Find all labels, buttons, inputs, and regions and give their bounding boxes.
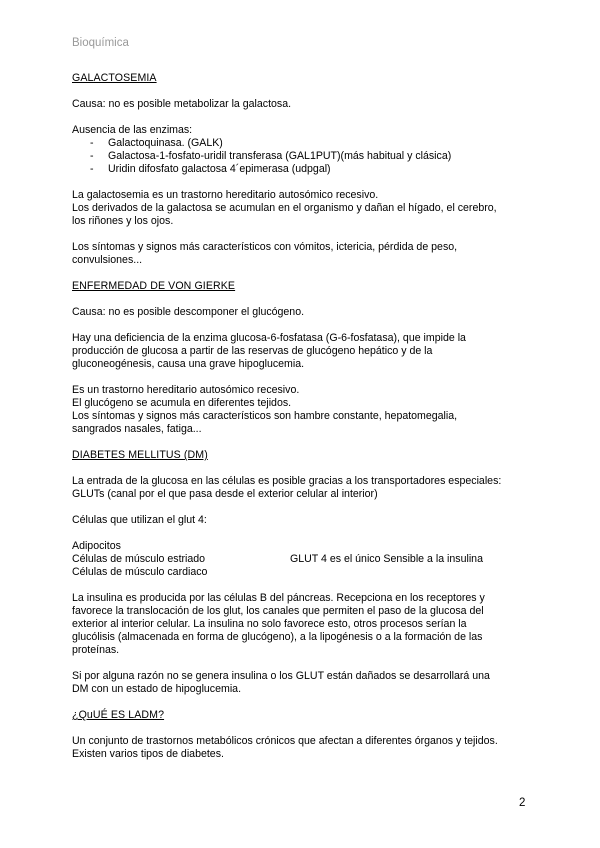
section-heading-von-gierke: ENFERMEDAD DE VON GIERKE xyxy=(72,280,236,292)
page-number: 2 xyxy=(519,797,526,809)
running-header: Bioquímica xyxy=(72,37,129,49)
galactosemia-enzymes xyxy=(72,124,530,176)
text-line: La insulina es producida por las células B del páncreas. Recepciona en los receptores y xyxy=(72,592,485,604)
von-gierke-cause: Causa: no es posible descomponer el glucógeno. xyxy=(72,306,305,318)
text-line: DM con un estado de hipoglucemia. xyxy=(72,683,242,695)
enzymes-intro: Ausencia de las enzimas: xyxy=(72,124,193,136)
text-line: La galactosemia es un trastorno hereditario autosómico recesivo. xyxy=(72,189,379,201)
galactosemia-symptoms xyxy=(72,241,530,267)
cell-type: Células de músculo estriado xyxy=(72,553,206,565)
von-gierke-deficiency xyxy=(72,332,530,371)
text-line: Existen varios tipos de diabetes. xyxy=(72,748,224,760)
glut4-note: GLUT 4 es el único Sensible a la insulina xyxy=(290,553,483,565)
text-line: Un conjunto de trastornos metabólicos crónicos que afectan a diferentes órganos y tejidos. xyxy=(72,735,498,747)
text-line: exterior al interior celular. La insulina no solo favorece esto, otros procesos serían la xyxy=(72,618,467,630)
galactosemia-cause: Causa: no es posible metabolizar la galactosa. xyxy=(72,98,292,110)
diabetes-glut xyxy=(72,475,530,501)
text-line: convulsiones... xyxy=(72,254,143,266)
cell-type: Células de músculo cardiaco xyxy=(72,566,208,578)
cell-type: Adipocitos xyxy=(72,540,121,552)
text-line: Los síntomas y signos más característicos con vómitos, ictericia, pérdida de peso, xyxy=(72,241,458,253)
insulin-paragraph xyxy=(72,592,530,657)
text-line: Es un trastorno hereditario autosómico recesivo. xyxy=(72,384,300,396)
section-heading-what-is-dm: ¿QuUÉ ES LADM? xyxy=(72,709,165,721)
text-line: GLUTs (canal por el que pasa desde el exterior celular al interior) xyxy=(72,488,378,500)
text-line: Los síntomas y signos más característicos son hambre constante, hepatomegalia, xyxy=(72,410,458,422)
glut4-intro: Células que utilizan el glut 4: xyxy=(72,514,207,526)
list-item: - Uridin difosfato galactosa 4´epimerasa (udpgal) xyxy=(90,163,331,175)
von-gierke-description xyxy=(72,384,530,436)
section-heading-galactosemia: GALACTOSEMIA xyxy=(72,72,157,84)
document-body xyxy=(72,72,530,761)
text-line: Hay una deficiencia de la enzima glucosa-6-fosfatasa (G-6-fosfatasa), que impide la xyxy=(72,332,466,344)
text-line: gluconeogénesis, causa una grave hipoglucemia. xyxy=(72,358,305,370)
list-item: - Galactoquinasa. (GALK) xyxy=(90,137,223,149)
text-line: sangrados nasales, fatiga... xyxy=(72,423,202,435)
text-line: producción de glucosa a partir de las reservas de glucógeno hepático y de la xyxy=(72,345,433,357)
text-line: Si por alguna razón no se genera insulina o los GLUT están dañados se desarrollará una xyxy=(72,670,490,682)
dm-definition xyxy=(72,735,530,761)
galactosemia-description xyxy=(72,189,530,228)
text-line: proteínas. xyxy=(72,644,120,656)
text-line: glucólisis (almacenada en forma de glucógeno), a la lipogénesis o a la formación de las xyxy=(72,631,483,643)
text-line: La entrada de la glucosa en las células es posible gracias a los transportadores especiales: xyxy=(72,475,502,487)
cell-row xyxy=(72,553,530,566)
glut4-cells xyxy=(72,540,530,579)
text-line: Los derivados de la galactosa se acumulan en el organismo y dañan el hígado, el cerebro, xyxy=(72,202,497,214)
text-line: favorece la translocación de los glut, los canales que permiten el paso de la glucosa del xyxy=(72,605,484,617)
text-line: El glucógeno se acumula en diferentes tejidos. xyxy=(72,397,292,409)
section-heading-diabetes: DIABETES MELLITUS (DM) xyxy=(72,449,208,461)
enzymes-list xyxy=(72,137,530,176)
text-line: los riñones y los ojos. xyxy=(72,215,174,227)
consequence-paragraph xyxy=(72,670,530,696)
list-item: - Galactosa-1-fosfato-uridil transferasa (GAL1PUT)(más habitual y clásica) xyxy=(90,150,452,162)
